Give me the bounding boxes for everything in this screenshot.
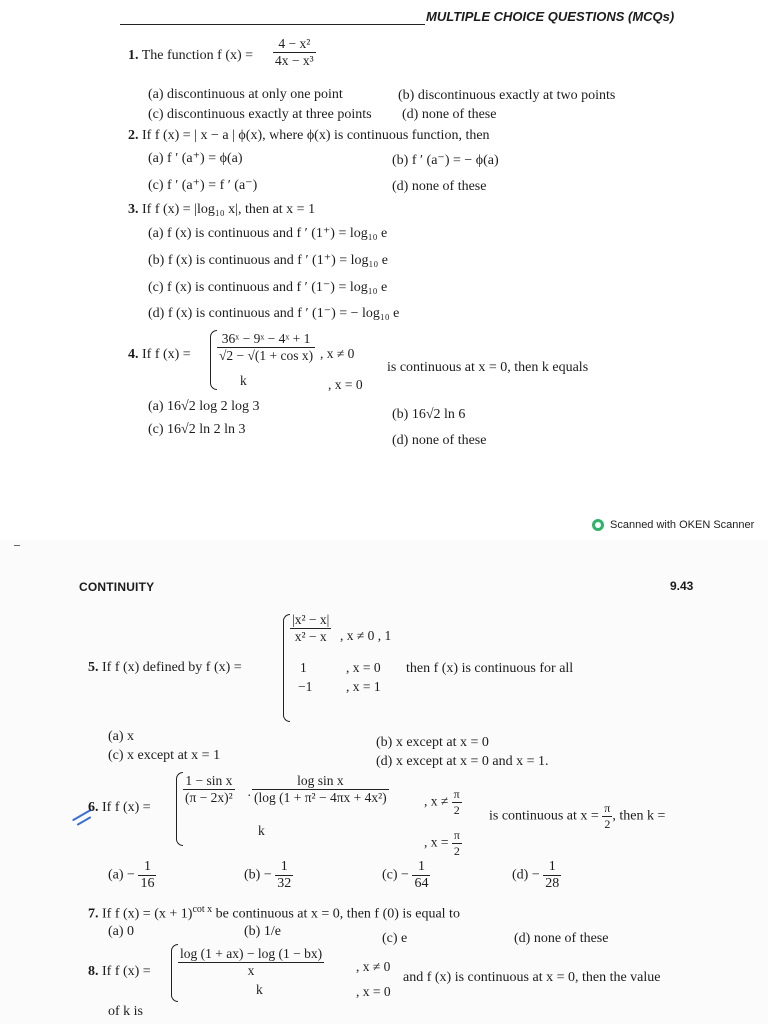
fraction-denominator: (log (1 + π² − 4πx + 4x²) — [254, 790, 387, 805]
scanner-logo-icon — [592, 519, 604, 531]
option-2a: (a) f ′ (a⁺) = ϕ(a) — [148, 151, 243, 166]
piecewise-brace — [283, 614, 290, 722]
option-7a: (a) 0 — [108, 924, 135, 939]
fraction-numerator: 4 − x² — [273, 36, 316, 53]
question-8-fraction — [178, 946, 324, 979]
option-5b: (b) x except at x = 0 — [376, 735, 489, 750]
fraction-numerator: 1 − sin x — [183, 773, 235, 790]
question-6-condition-1: , x ≠ $\frac{\pi}{2}$ — [424, 787, 460, 817]
option-2c: (c) f ′ (a⁺) = f ′ (a⁻) — [148, 178, 258, 193]
question-6-k: k — [258, 823, 265, 838]
question-6-fraction-2 — [252, 773, 389, 806]
question-6-fraction-1 — [183, 773, 235, 806]
multiply-dot: · — [247, 788, 252, 803]
option-4c: (c) 16√2 ln 2 ln 3 — [148, 422, 246, 437]
piecewise-brace — [171, 944, 178, 1002]
question-8-tail-2: of k is — [108, 1004, 143, 1019]
option-2b: (b) f ′ (a⁻) = − ϕ(a) — [392, 153, 499, 168]
option-5c: (c) x except at x = 1 — [108, 748, 221, 763]
option-2d: (d) none of these — [392, 179, 487, 194]
option-1a: (a) discontinuous at only one point — [148, 87, 343, 102]
piecewise-brace — [210, 330, 217, 390]
page-number: 9.43 — [670, 579, 694, 593]
question-6-tail: is continuous at x = $\frac{\pi}{2}$ , then k = — [489, 801, 666, 831]
piecewise-brace — [176, 772, 183, 846]
question-4-k: k — [240, 373, 247, 388]
option-4d: (d) none of these — [392, 433, 487, 448]
option-3c: (c) f (x) is continuous and f ′ (1⁻) = log₁₀ e — [148, 280, 388, 295]
option-6a: (a) − $\frac{1}{16}$ — [108, 859, 155, 891]
question-5-condition-3: , x = 1 — [346, 679, 381, 694]
fraction-numerator: 36ˣ − 9ˣ − 4ˣ + 1 — [217, 331, 315, 348]
question-5-fraction — [290, 612, 331, 645]
section-header: MULTIPLE CHOICE QUESTIONS (MCQs) — [426, 9, 675, 24]
fraction-numerator: log sin x — [252, 773, 389, 790]
option-6b: (b) − $\frac{1}{32}$ — [244, 859, 292, 891]
question-8-stem: 8. If f (x) = — [88, 964, 151, 979]
fraction-denominator: (π − 2x)² — [185, 790, 233, 805]
question-8-condition-1: , x ≠ 0 — [356, 959, 391, 974]
question-4-condition-2: , x = 0 — [328, 377, 363, 392]
question-8-k: k — [256, 982, 263, 997]
option-1b: (b) discontinuous exactly at two points — [398, 88, 616, 103]
option-7d: (d) none of these — [514, 931, 609, 946]
question-8-condition-2: , x = 0 — [356, 984, 391, 999]
page-bottom — [0, 546, 768, 1024]
option-3d: (d) f (x) is continuous and f ′ (1⁻) = − log₁₀ e — [148, 306, 400, 321]
fraction-denominator: x² − x — [294, 629, 327, 644]
fraction-numerator: |x² − x| — [292, 612, 330, 627]
question-1-fraction — [273, 36, 316, 69]
option-3b: (b) f (x) is continuous and f ′ (1⁺) = log₁₀ e — [148, 253, 389, 268]
question-6-stem: 6. If f (x) = — [88, 800, 151, 815]
chapter-title: CONTINUITY — [79, 580, 155, 594]
question-5-condition-2: , x = 0 — [346, 660, 381, 675]
option-1c: (c) discontinuous exactly at three points — [148, 107, 372, 122]
question-6-condition-2: , x = $\frac{\pi}{2}$ — [424, 828, 460, 858]
question-5-value-2: 1 — [300, 660, 307, 675]
question-5-condition-1: , x ≠ 0 , 1 — [340, 628, 392, 643]
question-1-stem: 1. The function f (x) = — [128, 48, 254, 63]
fraction-denominator: x — [247, 963, 255, 978]
option-6d: (d) − $\frac{1}{28}$ — [512, 859, 560, 891]
header-rule — [120, 24, 425, 25]
option-7c: (c) e — [382, 931, 408, 946]
question-7-stem: 7. If f $(x) = (x + 1)^{cot x}$ be continuous at x = 0, then f (0) is equal to — [88, 904, 460, 922]
scanner-watermark: Scanned with OKEN Scanner — [592, 519, 754, 531]
fraction-denominator: 4x − x³ — [275, 53, 314, 68]
question-5-tail: then f (x) is continuous for all — [406, 661, 574, 676]
question-2-stem: 2. If f (x) = | x − a | ϕ(x), where ϕ(x) is continuous function, then — [128, 128, 490, 143]
option-5a: (a) x — [108, 729, 135, 744]
option-3a: (a) f (x) is continuous and f ′ (1⁺) = log₁₀ e — [148, 226, 388, 241]
fraction-denominator: √2 − √(1 + cos x) — [219, 348, 314, 363]
option-5d: (d) x except at x = 0 and x = 1. — [376, 754, 549, 769]
fraction-numerator: log (1 + ax) − log (1 − bx) — [180, 946, 323, 961]
option-6c: (c) − $\frac{1}{64}$ — [382, 859, 429, 891]
question-4-stem: 4. If f (x) = — [128, 347, 191, 362]
question-4-condition-1: , x ≠ 0 — [320, 346, 355, 361]
question-5-value-3: −1 — [298, 679, 313, 694]
option-7b: (b) 1/e — [244, 924, 281, 939]
option-4b: (b) 16√2 ln 6 — [392, 407, 466, 422]
question-3-stem: 3. If f (x) = |log₁₀ x|, then at x = 1 — [128, 202, 316, 217]
question-8-tail: and f (x) is continuous at x = 0, then the value — [403, 970, 661, 985]
option-1d: (d) none of these — [402, 107, 497, 122]
question-5-stem: 5. If f (x) defined by f (x) = — [88, 660, 242, 675]
question-4-tail: is continuous at x = 0, then k equals — [387, 360, 589, 375]
question-4-fraction — [217, 331, 315, 364]
option-4a: (a) 16√2 log 2 log 3 — [148, 399, 260, 414]
